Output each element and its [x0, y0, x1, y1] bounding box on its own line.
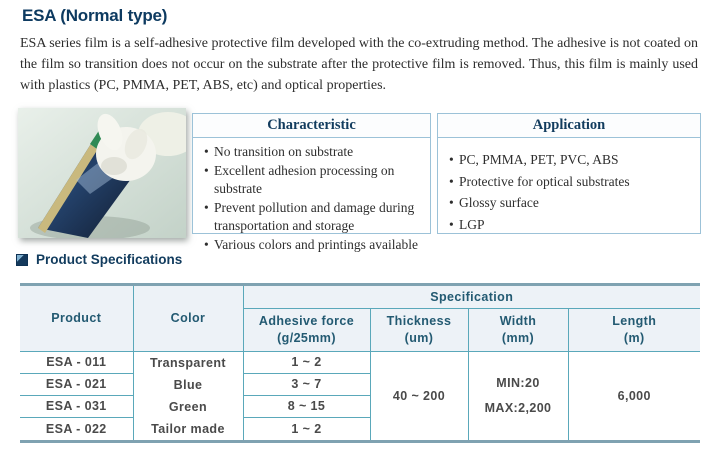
col-header-specification: Specification	[243, 286, 700, 308]
list-item: • No transition on substrate	[203, 143, 424, 162]
col-header-adhesive-force	[243, 308, 370, 351]
color-value: Transparent	[150, 355, 226, 370]
list-item: • Protective for optical substrates	[448, 171, 694, 193]
product-photo	[18, 108, 186, 238]
header-line: Thickness	[386, 313, 452, 328]
thickness-cell: 40 ~ 200	[370, 351, 468, 440]
list-item: • PC, PMMA, PET, PVC, ABS	[448, 149, 694, 171]
length-cell: 6,000	[568, 351, 700, 440]
list-item: • Excellent adhesion processing on substrate	[203, 162, 424, 199]
film-peeling-illustration	[18, 108, 186, 238]
adhesive-cell: 1 ~ 2	[243, 351, 370, 373]
product-cell: ESA - 021	[20, 373, 133, 395]
width-cell	[468, 351, 568, 440]
color-value: Tailor made	[151, 421, 225, 436]
header-line: (mm)	[501, 330, 535, 345]
width-max: MAX:2,200	[484, 400, 552, 415]
adhesive-cell: 1 ~ 2	[243, 417, 370, 439]
section-title: Product Specifications	[36, 252, 183, 267]
application-list	[438, 138, 700, 235]
adhesive-cell: 3 ~ 7	[243, 373, 370, 395]
spec-table-wrapper	[20, 283, 700, 443]
col-header-color: Color	[133, 286, 243, 351]
col-header-thickness	[370, 308, 468, 351]
header-line: (g/25mm)	[277, 330, 336, 345]
list-item: • Prevent pollution and damage during transportation and storage	[203, 199, 424, 236]
list-item: • Various colors and printings available	[203, 236, 424, 255]
list-item: • LGP	[448, 214, 694, 236]
col-header-length	[568, 308, 700, 351]
color-value: Green	[168, 399, 208, 414]
color-cell	[133, 351, 243, 440]
characteristic-list	[193, 138, 430, 254]
header-line: (m)	[623, 330, 645, 345]
application-title: Application	[438, 114, 700, 138]
product-spec-table	[20, 286, 700, 440]
characteristic-box	[192, 113, 431, 252]
product-cell: ESA - 031	[20, 395, 133, 417]
header-line: Length	[612, 313, 657, 328]
square-bullet-icon	[16, 254, 28, 266]
col-header-product: Product	[20, 286, 133, 351]
characteristic-title: Characteristic	[193, 114, 430, 138]
header-line: Width	[499, 313, 537, 328]
adhesive-cell: 8 ~ 15	[243, 395, 370, 417]
list-item: • Glossy surface	[448, 192, 694, 214]
color-value: Blue	[173, 377, 203, 392]
section-header	[16, 252, 182, 267]
table-row	[20, 351, 700, 373]
header-line: Adhesive force	[258, 313, 355, 328]
product-cell: ESA - 011	[20, 351, 133, 373]
intro-paragraph: ESA series film is a self-adhesive protective film developed with the co-extruding method. The adhesive is not coated on the film so transition does not occur on the substrate after the protective film is removed. Thus, this film is mainly used with plastics (PC, PMMA, PET, ABS, etc) and optical properties.	[20, 36, 698, 93]
application-box	[437, 113, 701, 234]
product-cell: ESA - 022	[20, 417, 133, 439]
col-header-width	[468, 308, 568, 351]
page-title: ESA (Normal type)	[22, 6, 168, 25]
width-min: MIN:20	[496, 375, 540, 390]
header-line: (um)	[404, 330, 434, 345]
